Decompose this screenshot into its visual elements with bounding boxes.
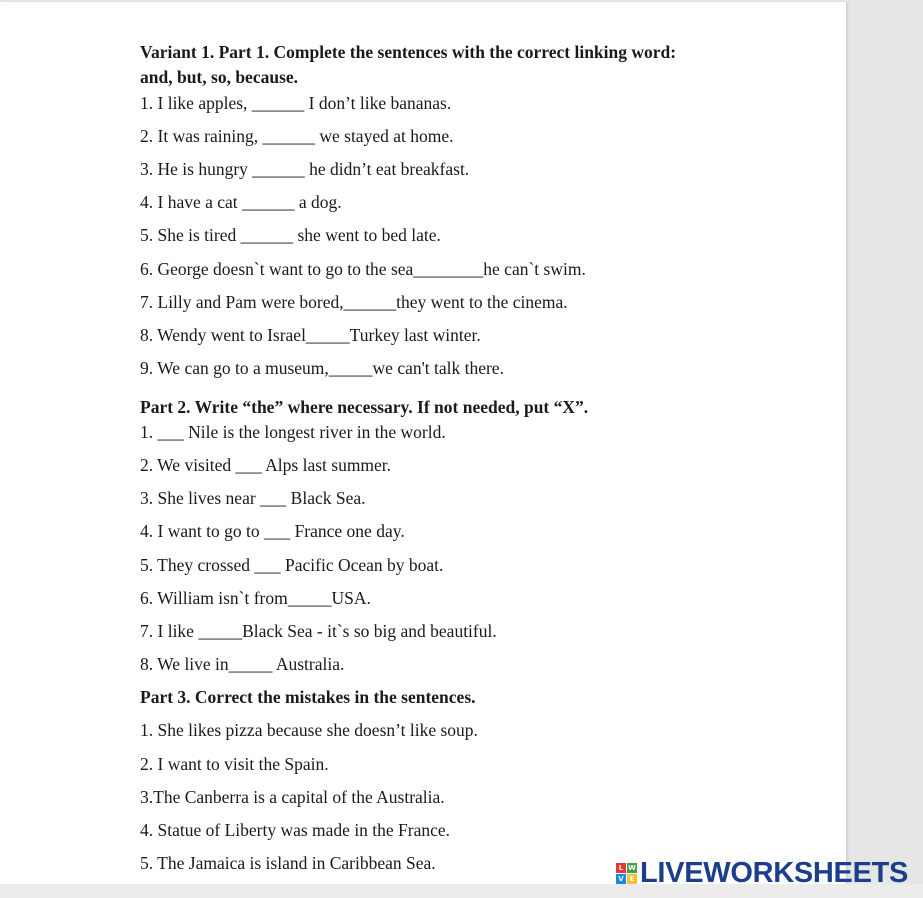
- part1-item-8: 8. Wendy went to Israel_____Turkey last winter.: [140, 325, 481, 345]
- logo-cell-2: W: [628, 863, 636, 872]
- part2-item-3: 3. She lives near ___ Black Sea.: [140, 488, 366, 508]
- logo-cell-1: L: [616, 863, 626, 873]
- part2-item-7: 7. I like _____Black Sea - it`s so big and beautiful.: [140, 621, 497, 641]
- worksheet-page: [0, 2, 847, 884]
- logo-cell-4: E: [627, 874, 637, 884]
- part1-item-3: 3. He is hungry ______ he didn’t eat breakfast.: [140, 159, 470, 179]
- liveworksheets-logo-icon: [616, 863, 637, 884]
- part3-item-5: 5. The Jamaica is island in Caribbean Sea.: [140, 853, 436, 873]
- part1-item-4: 4. I have a cat ______ a dog.: [140, 192, 342, 212]
- logo-cell-3: V: [616, 874, 626, 884]
- part3-item-2: 2. I want to visit the Spain.: [140, 754, 329, 774]
- liveworksheets-brand[interactable]: [616, 856, 908, 890]
- brand-name: LIVEWORKSHEETS: [640, 856, 909, 889]
- part2-item-8: 8. We live in_____ Australia.: [140, 654, 345, 674]
- part1-item-2: 2. It was raining, ______ we stayed at home.: [140, 126, 454, 146]
- part2-item-1: 1. ___ Nile is the longest river in the world.: [140, 422, 446, 442]
- part1-item-6: 6. George doesn`t want to go to the sea________he can`t swim.: [140, 259, 586, 279]
- part3-item-1: 1. She likes pizza because she doesn’t like soup.: [140, 720, 478, 740]
- part2-heading: Part 2. Write “the” where necessary. If not needed, put “X”.: [140, 397, 589, 417]
- part3-heading: Part 3. Correct the mistakes in the sentences.: [140, 687, 476, 707]
- part3-item-4: 4. Statue of Liberty was made in the France.: [140, 820, 451, 840]
- part2-item-6: 6. William isn`t from_____USA.: [140, 588, 371, 608]
- part1-item-5: 5. She is tired ______ she went to bed late.: [140, 225, 441, 245]
- part1-heading-line1: Variant 1. Part 1. Complete the sentences with the correct linking word:: [140, 42, 677, 62]
- part1-item-9: 9. We can go to a museum,_____we can't talk there.: [140, 358, 504, 378]
- part1-item-7: 7. Lilly and Pam were bored,______they went to the cinema.: [140, 292, 568, 312]
- part2-item-5: 5. They crossed ___ Pacific Ocean by boat.: [140, 555, 444, 575]
- part1-heading-line2: and, but, so, because.: [140, 67, 299, 87]
- part2-item-2: 2. We visited ___ Alps last summer.: [140, 455, 392, 475]
- part2-item-4: 4. I want to go to ___ France one day.: [140, 521, 405, 541]
- part1-item-1: 1. I like apples, ______ I don’t like bananas.: [140, 93, 452, 113]
- part3-item-3: 3.The Canberra is a capital of the Australia.: [140, 787, 445, 807]
